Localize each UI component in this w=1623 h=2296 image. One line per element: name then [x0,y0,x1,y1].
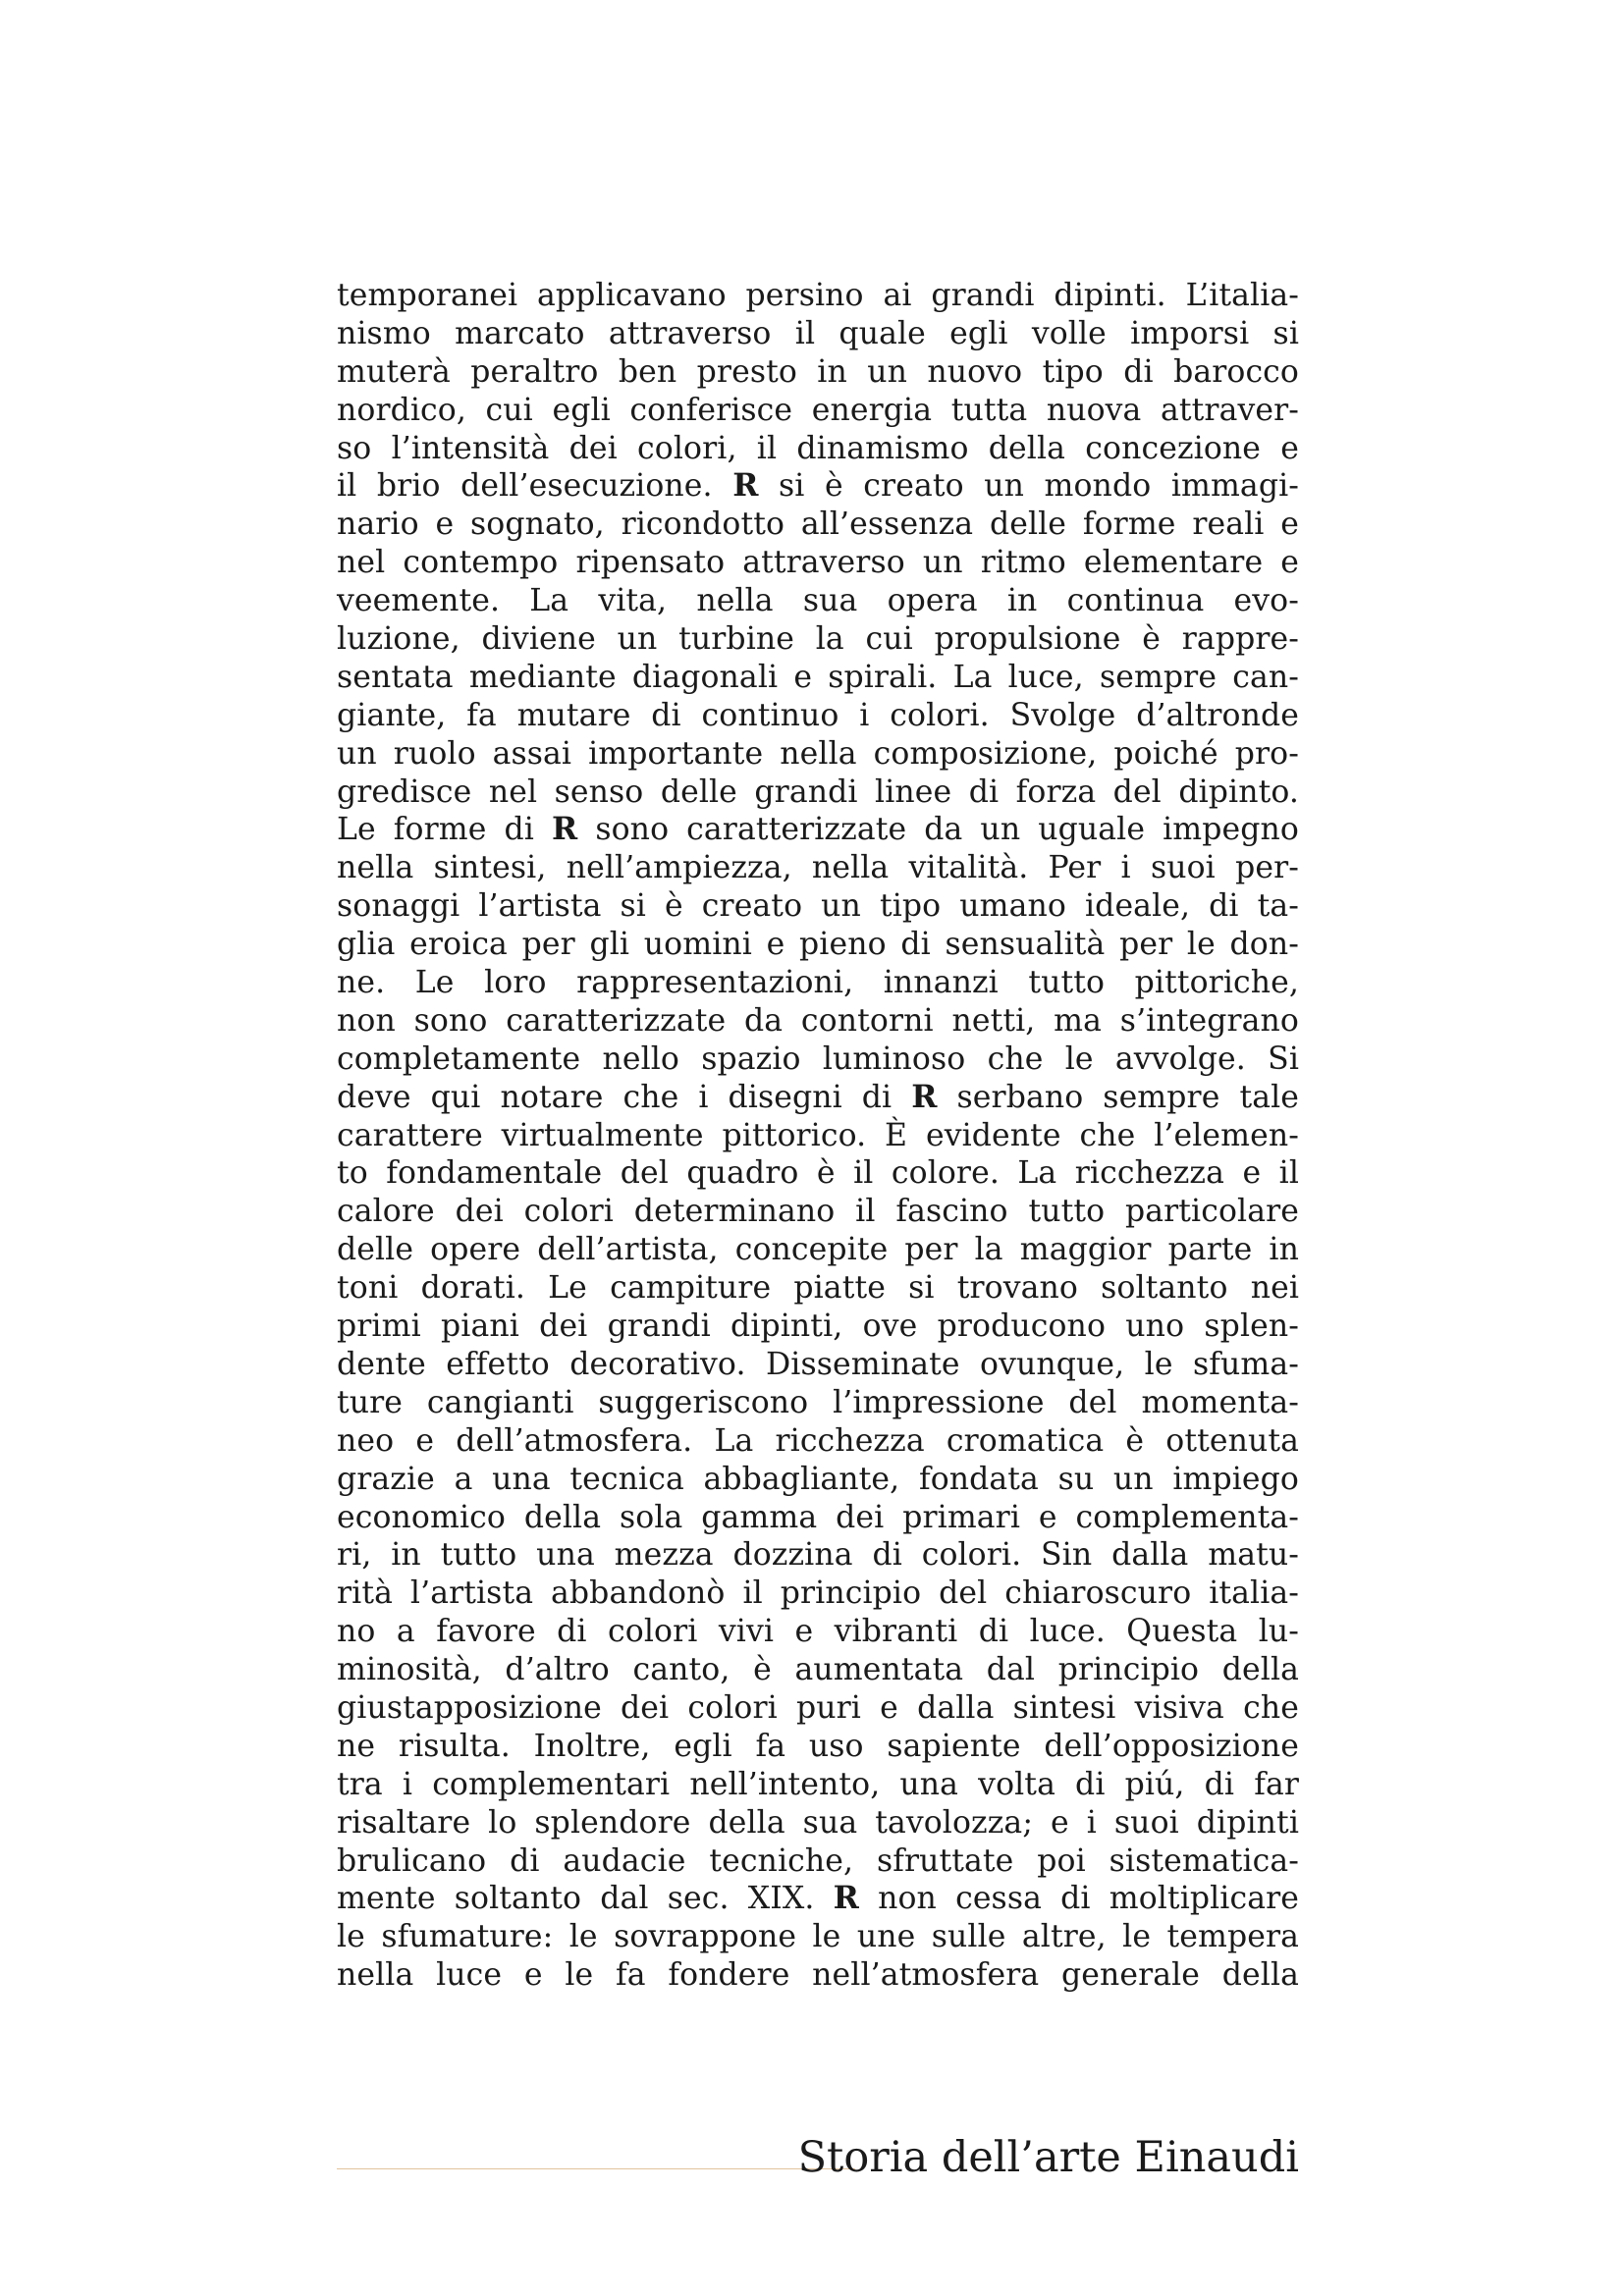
text-line: so l’intensità dei colori, il dinamismo della concezione e [337,430,1299,466]
text-line: muterà peraltro ben presto in un nuovo tipo di barocco [337,353,1299,390]
text-line: sonaggi l’artista si è creato un tipo umano ideale, di ta- [337,888,1299,925]
text-line: economico della sola gamma dei primari e complementa- [337,1499,1299,1535]
text-line: veemente. La vita, nella sua opera in continua evo- [337,583,1299,619]
text-line: primi piani dei grandi dipinti, ove producono uno splen- [337,1308,1299,1345]
page-footer [337,2128,1299,2187]
text-line: completamente nello spazio luminoso che le avvolge. Si [337,1041,1299,1077]
text-line: ri, in tutto una mezza dozzina di colori. Sin dalla matu- [337,1537,1299,1574]
text-line: rità l’artista abbandonò il principio del chiaroscuro italia- [337,1575,1299,1612]
text-line: temporanei applicavano persino ai grandi dipinti. L’italia- [337,278,1299,313]
text-line: nel contempo ripensato attraverso un ritmo elementare e [337,545,1299,581]
text-line: risaltare lo splendore della sua tavolozza; e i suoi dipinti [337,1804,1299,1841]
footer-rule [337,2168,855,2169]
text-line: nella sintesi, nell’ampiezza, nella vitalità. Per i suoi per- [337,850,1299,886]
text-line: gredisce nel senso delle grandi linee di forza del dipinto. [337,774,1299,810]
text-line: carattere virtualmente pittorico. È evidente che l’elemen- [337,1117,1299,1153]
text-line: deve qui notare che i disegni di R serbano sempre tale [337,1078,1299,1115]
text-line: mente soltanto dal sec. XIX. R non cessa di moltiplicare [337,1880,1300,1917]
text-line: to fondamentale del quadro è il colore. La ricchezza e il [337,1155,1299,1192]
text-line: le sfumature: le sovrappone le une sulle altre, le tempera [337,1919,1299,1955]
text-line: delle opere dell’artista, concepite per la maggior parte in [337,1232,1299,1268]
footer-title: Storia dell’arte Einaudi [797,2133,1299,2182]
text-line: neo e dell’atmosfera. La ricchezza cromatica è ottenuta [337,1422,1299,1459]
text-line: calore dei colori determinano il fascino tutto particolare [337,1194,1299,1230]
text-line: il brio dell’esecuzione. R si è creato un mondo immagi- [337,467,1299,505]
artist-initial: R [833,1880,859,1917]
artist-initial: R [911,1078,938,1115]
text-line: ne. Le loro rappresentazioni, innanzi tutto pittoriche, [337,965,1299,1001]
text-line: nordico, cui egli conferisce energia tutta nuova attraver- [337,392,1299,428]
text-line: ne risulta. Inoltre, egli fa uso sapiente dell’opposizione [337,1728,1299,1764]
text-line: dente effetto decorativo. Disseminate ovunque, le sfuma- [337,1346,1299,1382]
text-line: nismo marcato attraverso il quale egli volle imporsi si [337,315,1299,351]
text-line: tra i complementari nell’intento, una volta di piú, di far [337,1766,1299,1802]
text-line: brulicano di audacie tecniche, sfruttate poi sistematica- [337,1842,1299,1879]
text-line: grazie a una tecnica abbagliante, fondata su un impiego [337,1461,1299,1497]
text-line: giante, fa mutare di continuo i colori. Svolge d’altronde [337,697,1299,733]
text-line: luzione, diviene un turbine la cui propulsione è rappre- [337,621,1299,658]
text-line: toni dorati. Le campiture piatte si trovano soltanto nei [337,1270,1299,1307]
artist-initial: R [552,811,578,848]
text-line: minosità, d’altro canto, è aumentata dal principio della [337,1652,1299,1688]
text-line: sentata mediante diagonali e spirali. La luce, sempre can- [337,659,1299,695]
text-line: no a favore di colori vivi e vibranti di luce. Questa lu- [337,1614,1299,1650]
artist-initial: R [732,467,759,505]
text-line: giustapposizione dei colori puri e dalla sintesi visiva che [337,1689,1299,1726]
text-line: non sono caratterizzate da contorni netti, ma s’integrano [337,1002,1299,1039]
text-line: nella luce e le fa fondere nell’atmosfera generale della [337,1957,1299,1994]
text-line: glia eroica per gli uomini e pieno di sensualità per le don- [337,927,1299,963]
text-line: nario e sognato, ricondotto all’essenza delle forme reali e [337,507,1299,543]
text-line: Le forme di R sono caratterizzate da un uguale impegno [337,811,1299,848]
text-line: un ruolo assai importante nella composizione, poiché pro- [337,735,1299,772]
body-text [337,277,1299,1995]
text-line: ture cangianti suggeriscono l’impressione del momenta- [337,1384,1299,1420]
